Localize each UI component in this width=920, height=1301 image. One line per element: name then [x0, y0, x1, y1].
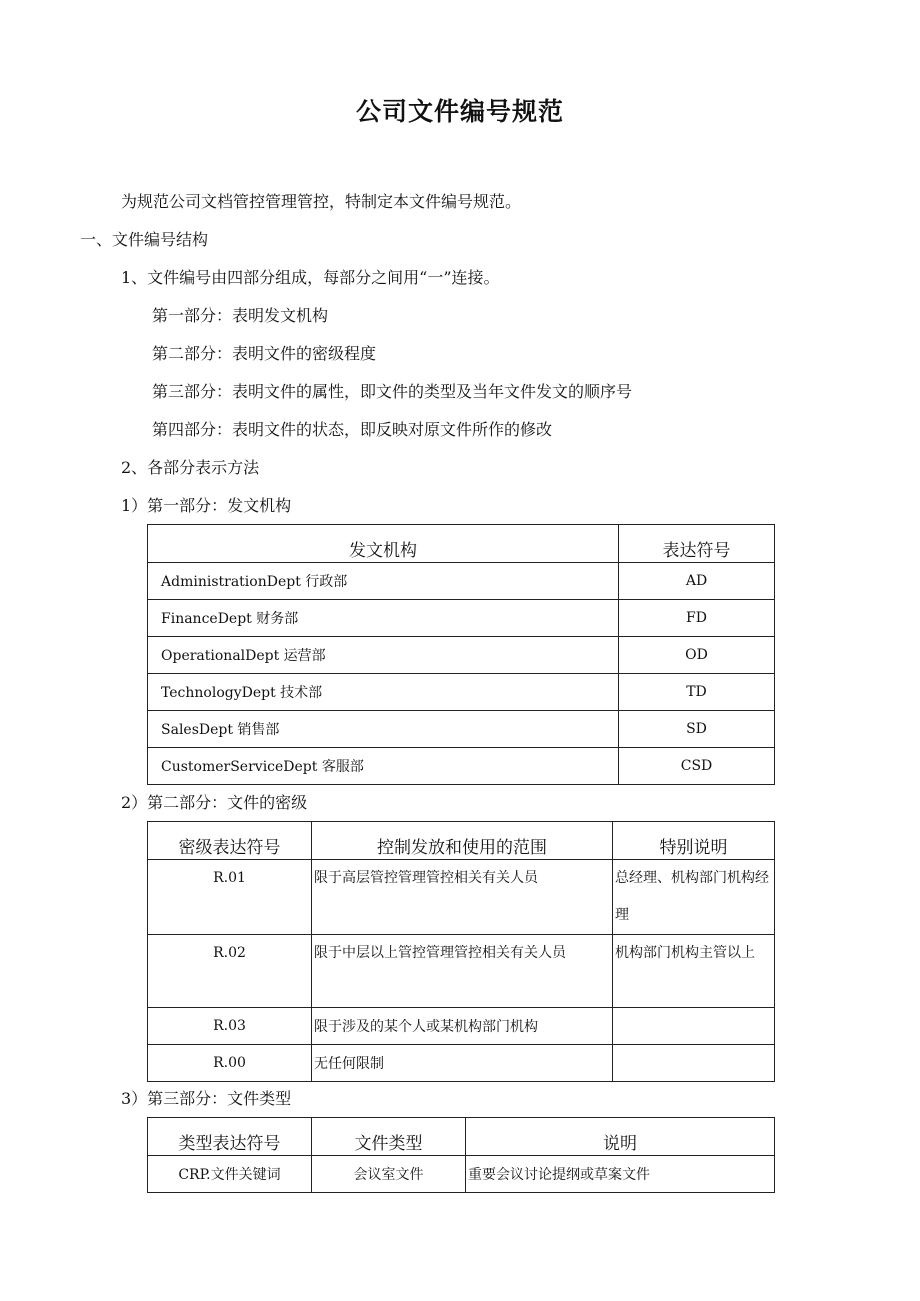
table-header-row: [148, 525, 775, 563]
level-code-cell: R.02: [148, 935, 312, 1008]
note-cell: 总经理、机构部门机构经理: [613, 860, 775, 935]
dept-code-cell: TD: [619, 674, 775, 711]
table-header-cell: 控制发放和使用的范围: [312, 822, 613, 860]
note-cell: [613, 1045, 775, 1082]
part-description: 第二部分：表明文件的密级程度: [152, 344, 377, 363]
level-code-cell: R.00: [148, 1045, 312, 1082]
table-row: [148, 674, 775, 711]
scope-cell: 限于高层管控管理管控相关有关人员: [312, 860, 613, 935]
part-description: 第三部分：表明文件的属性，即文件的类型及当年文件发文的顺序号: [152, 382, 633, 401]
type-desc-cell: 重要会议讨论提纲或草案文件: [466, 1156, 775, 1193]
table-row: [148, 748, 775, 785]
table-row: [148, 711, 775, 748]
table-header-row: [148, 1118, 775, 1156]
table-row: [148, 563, 775, 600]
dept-code-cell: AD: [619, 563, 775, 600]
table-row: [148, 935, 775, 1008]
scope-cell: 限于涉及的某个人或某机构部门机构: [312, 1008, 613, 1045]
level-code-cell: R.01: [148, 860, 312, 935]
table-header-cell: 类型表达符号: [148, 1118, 312, 1156]
issuing-dept-table: [147, 524, 775, 785]
type-code-cell: CRP.文件关键词: [148, 1156, 312, 1193]
part-description: 第一部分：表明发文机构: [152, 306, 329, 325]
subsection-heading: 2）第二部分：文件的密级: [121, 793, 308, 812]
table-header-row: [148, 822, 775, 860]
scope-cell: 限于中层以上管控管理管控相关有关人员: [312, 935, 613, 1008]
subsection-heading: 3）第三部分：文件类型: [121, 1089, 292, 1108]
scope-cell: 无任何限制: [312, 1045, 613, 1082]
table-row: [148, 1045, 775, 1082]
table-row: [148, 1156, 775, 1193]
table-row: [148, 1008, 775, 1045]
dept-code-cell: FD: [619, 600, 775, 637]
note-cell: 机构部门机构主管以上: [613, 935, 775, 1008]
document-type-table: [147, 1117, 775, 1193]
note-cell: [613, 1008, 775, 1045]
intro-paragraph: 为规范公司文档管控管理管控，特制定本文件编号规范。: [121, 192, 522, 211]
subsection-heading: 1）第一部分：发文机构: [121, 496, 292, 515]
level-code-cell: R.03: [148, 1008, 312, 1045]
type-name-cell: 会议室文件: [312, 1156, 466, 1193]
point-heading: 1、文件编号由四部分组成，每部分之间用“一”连接。: [121, 268, 500, 287]
dept-name-cell: TechnologyDept 技术部: [148, 674, 619, 711]
dept-code-cell: OD: [619, 637, 775, 674]
table-header-cell: 密级表达符号: [148, 822, 312, 860]
confidentiality-table: [147, 821, 775, 1082]
table-row: [148, 600, 775, 637]
table-header-cell: 表达符号: [619, 525, 775, 563]
dept-code-cell: SD: [619, 711, 775, 748]
dept-name-cell: SalesDept 销售部: [148, 711, 619, 748]
point-heading: 2、各部分表示方法: [121, 458, 260, 477]
dept-code-cell: CSD: [619, 748, 775, 785]
section-heading: 一、文件编号结构: [80, 230, 209, 249]
dept-name-cell: CustomerServiceDept 客服部: [148, 748, 619, 785]
dept-name-cell: FinanceDept 财务部: [148, 600, 619, 637]
dept-name-cell: OperationalDept 运营部: [148, 637, 619, 674]
dept-name-cell: AdministrationDept 行政部: [148, 563, 619, 600]
table-header-cell: 发文机构: [148, 525, 619, 563]
table-header-cell: 特别说明: [613, 822, 775, 860]
table-row: [148, 637, 775, 674]
table-header-cell: 文件类型: [312, 1118, 466, 1156]
table-header-cell: 说明: [466, 1118, 775, 1156]
part-description: 第四部分：表明文件的状态，即反映对原文件所作的修改: [152, 420, 553, 439]
table-row: [148, 860, 775, 935]
document-title: 公司文件编号规范: [355, 97, 564, 126]
